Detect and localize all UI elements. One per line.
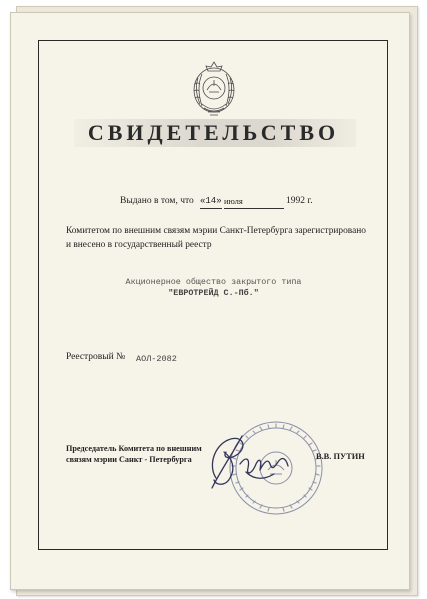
day-underline [200, 208, 222, 209]
registration-text-line1: Комитетом по внешним связям мэрии Санкт-Петербурга зарегистрировано [66, 226, 366, 236]
registration-text-line2: и внесено в государственный реестр [66, 240, 212, 250]
document-title: СВИДЕТЕЛЬСТВО [87, 120, 340, 145]
state-emblem-icon [188, 58, 240, 118]
issue-date-line [120, 196, 360, 212]
chairman-title-line2: связям мэрии Санкт - Петербурга [66, 455, 192, 464]
issued-prefix: Выдано в том, что [120, 196, 194, 206]
issue-month: июля [224, 196, 243, 206]
handwritten-signature [202, 428, 292, 500]
month-underline [224, 208, 284, 209]
organization-type: Акционерное общество закрытого типа [125, 277, 302, 287]
registry-number: АОЛ-2082 [136, 354, 177, 364]
registry-label: Реестровый № [66, 352, 126, 362]
chairman-title-line1: Председатель Комитета по внешним [66, 444, 202, 453]
signatory-name: В.В. ПУТИН [316, 452, 365, 461]
issue-day: «14» [200, 196, 222, 206]
organization-name: "ЕВРОТРЕЙД С.-Пб." [168, 288, 259, 298]
issue-year: 1992 г. [286, 196, 313, 206]
